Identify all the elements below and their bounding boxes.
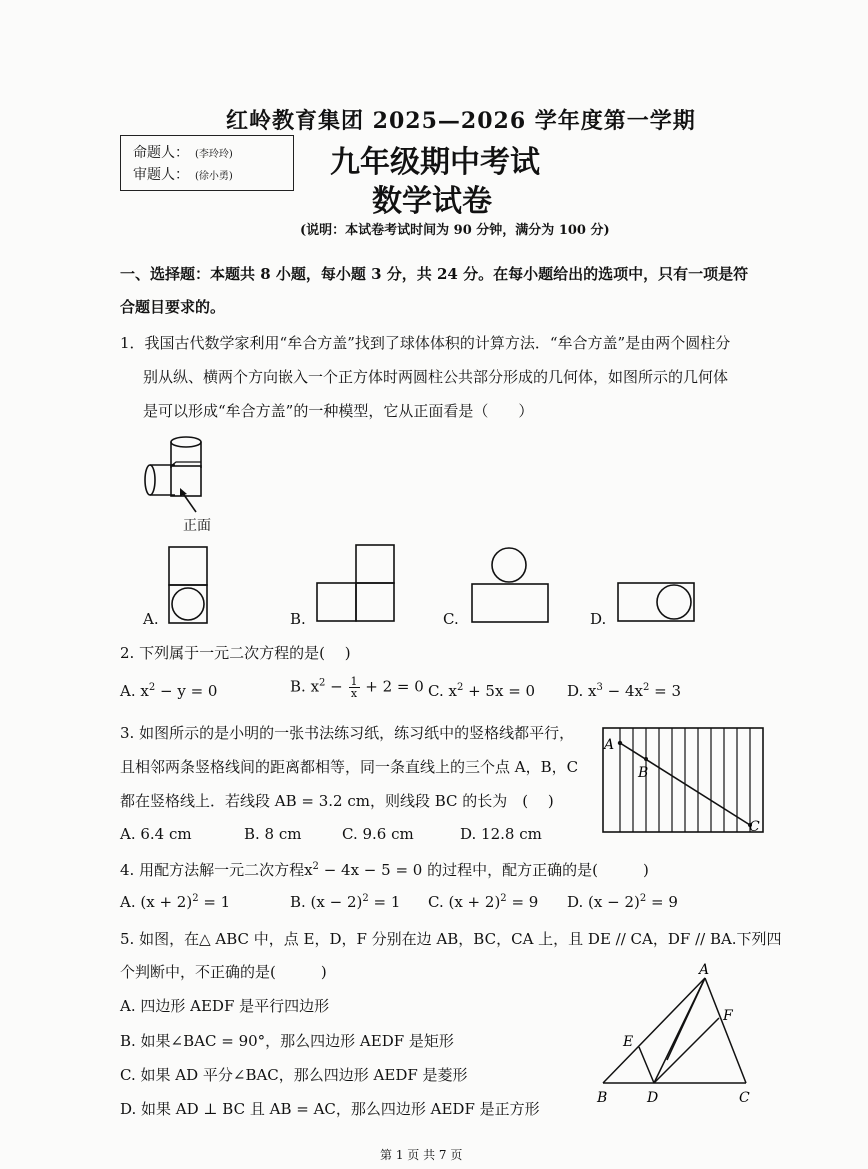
q1-option-b-figure (316, 544, 396, 624)
q2-option-a: A. $x^2 - y = 0$ (120, 682, 218, 700)
q5-triangle-figure (595, 960, 765, 1110)
q5-option-b: B. 如果∠BAC = 90°，那么四边形 AEDF 是矩形 (120, 1032, 454, 1050)
exam-subject: 数学试卷 (372, 184, 492, 219)
school-line: 红岭教育集团 2025—2026 学年度第一学期 (226, 108, 696, 134)
q2-option-b-label: B. (290, 677, 306, 696)
q4-option-c-rhs: = 9 (506, 893, 539, 911)
q5-line2: 个判断中，不正确的是( ) (120, 963, 327, 981)
q1-option-a-figure (168, 546, 208, 624)
q3-line2: 且相邻两条竖格线间的距离都相等，同一条直线上的三个点 A，B，C (120, 758, 579, 776)
q3-line1: 3. 如图所示的是小明的一张书法练习纸，练习纸中的竖格线都平行， (120, 724, 575, 742)
q4-option-a: A. $(x + 2)^2 = 1$ (120, 893, 231, 911)
exam-note: (说明：本试卷考试时间为 90 分钟，满分为 100 分) (300, 223, 610, 238)
q1-front-label: 正面 (183, 518, 211, 534)
q4-option-c-lhs: C. (x + 2) (428, 893, 501, 911)
q3-label-a: A (604, 737, 615, 753)
q5-label-f: F (723, 1008, 733, 1024)
reviewer-name: (徐小勇) (195, 171, 233, 182)
q2-option-d-label: D. (567, 682, 584, 700)
section-heading-line1: 一、选择题：本题共 8 小题，每小题 3 分，共 24 分。在每小题给出的选项中，只有一项是符 (120, 265, 749, 283)
exam-title: 九年级期中考试 (330, 145, 540, 180)
q4-option-a-lhs: A. (x + 2) (120, 893, 193, 911)
author-row (133, 142, 233, 162)
reviewer-row (133, 164, 233, 184)
q4-option-d-rhs: = 9 (646, 893, 678, 911)
q1-option-b-label: B. (290, 610, 306, 628)
q5-option-a: A. 四边形 AEDF 是平行四边形 (120, 997, 330, 1015)
q3-grid-figure (602, 727, 767, 835)
q4-stem: 4. 用配方法解一元二次方程$x^2 - 4x - 5 = 0$ 的过程中，配方正确的是( ) (120, 861, 649, 879)
q4-option-a-rhs: = 1 (198, 893, 231, 911)
q4-option-b-rhs: = 1 (368, 893, 401, 911)
section-heading-line2: 合题目要求的。 (120, 298, 226, 316)
q1-option-a-label: A. (143, 610, 159, 628)
q5-label-e: E (623, 1034, 634, 1050)
author-box (120, 135, 294, 191)
q4-option-b: B. $(x - 2)^2 = 1$ (290, 893, 401, 911)
q5-label-b: B (597, 1090, 608, 1106)
q4-option-d: D. $(x - 2)^2 = 9$ (567, 893, 678, 911)
q3-option-d: D. 12.8 cm (460, 825, 542, 843)
q5-option-d: D. 如果 AD ⊥ BC 且 AB = AC，那么四边形 AEDF 是正方形 (120, 1100, 540, 1118)
author-label: 命题人： (133, 145, 189, 161)
q5-label-c: C (739, 1090, 750, 1106)
q3-line3: 都在竖格线上．若线段 AB = 3.2 cm，则线段 BC 的长为 ( ) (120, 792, 554, 810)
q1-line2: 别从纵、横两个方向嵌入一个正方体时两圆柱公共部分形成的几何体，如图所示的几何体 (143, 368, 729, 386)
q3-label-b: B (638, 765, 649, 781)
q1-line3: 是可以形成“牟合方盖”的一种模型，它从正面看是（ ） (143, 402, 534, 420)
q1-option-d-label: D. (590, 610, 607, 628)
q4-option-b-lhs: B. (x − 2) (290, 893, 363, 911)
q5-option-c: C. 如果 AD 平分∠BAC，那么四边形 AEDF 是菱形 (120, 1066, 468, 1084)
q4-option-d-lhs: D. (x − 2) (567, 893, 640, 911)
q3-option-a: A. 6.4 cm (120, 825, 192, 843)
q1-solid-figure (140, 432, 220, 512)
q2-stem: 2. 下列属于一元二次方程的是( ) (120, 644, 351, 662)
q5-line1: 5. 如图，在△ ABC 中，点 E，D，F 分别在边 AB，BC，CA 上，且 DE // CA，DF // BA.下列四 (120, 930, 782, 948)
q3-label-c: C (749, 819, 760, 835)
page-footer: 第 1 页 共 7 页 (380, 1148, 463, 1162)
q3-option-c: C. 9.6 cm (342, 825, 414, 843)
q5-label-a: A (699, 962, 710, 978)
reviewer-label: 审题人： (133, 167, 189, 183)
q2-option-a-label: A. (120, 682, 136, 700)
q1-line1: 1．我国古代数学家利用“牟合方盖”找到了球体体积的计算方法．“牟合方盖”是由两个圆柱分 (120, 334, 731, 352)
author-name: (李玲玲) (195, 149, 233, 160)
q1-option-d-figure (617, 582, 695, 624)
q3-option-b: B. 8 cm (244, 825, 302, 843)
q4-stem-post: − 4x − 5 = 0 的过程中，配方正确的是( ) (318, 861, 649, 879)
q4-option-c: C. $(x + 2)^2 = 9$ (428, 893, 539, 911)
q2-option-d: D. $x^3 - 4x^2 = 3$ (567, 682, 682, 700)
q2-option-c: C. $x^2 + 5x = 0$ (428, 682, 536, 700)
q5-label-d: D (647, 1090, 659, 1106)
q4-stem-pre: 4. 用配方法解一元二次方程x (120, 861, 313, 879)
q2-option-b: B. $x^2$ − $\frac{1}{x}$ + 2 = 0 (290, 675, 424, 700)
q1-option-c-label: C. (443, 610, 459, 628)
q1-option-c-figure (471, 546, 549, 624)
q2-option-c-label: C. (428, 682, 444, 700)
